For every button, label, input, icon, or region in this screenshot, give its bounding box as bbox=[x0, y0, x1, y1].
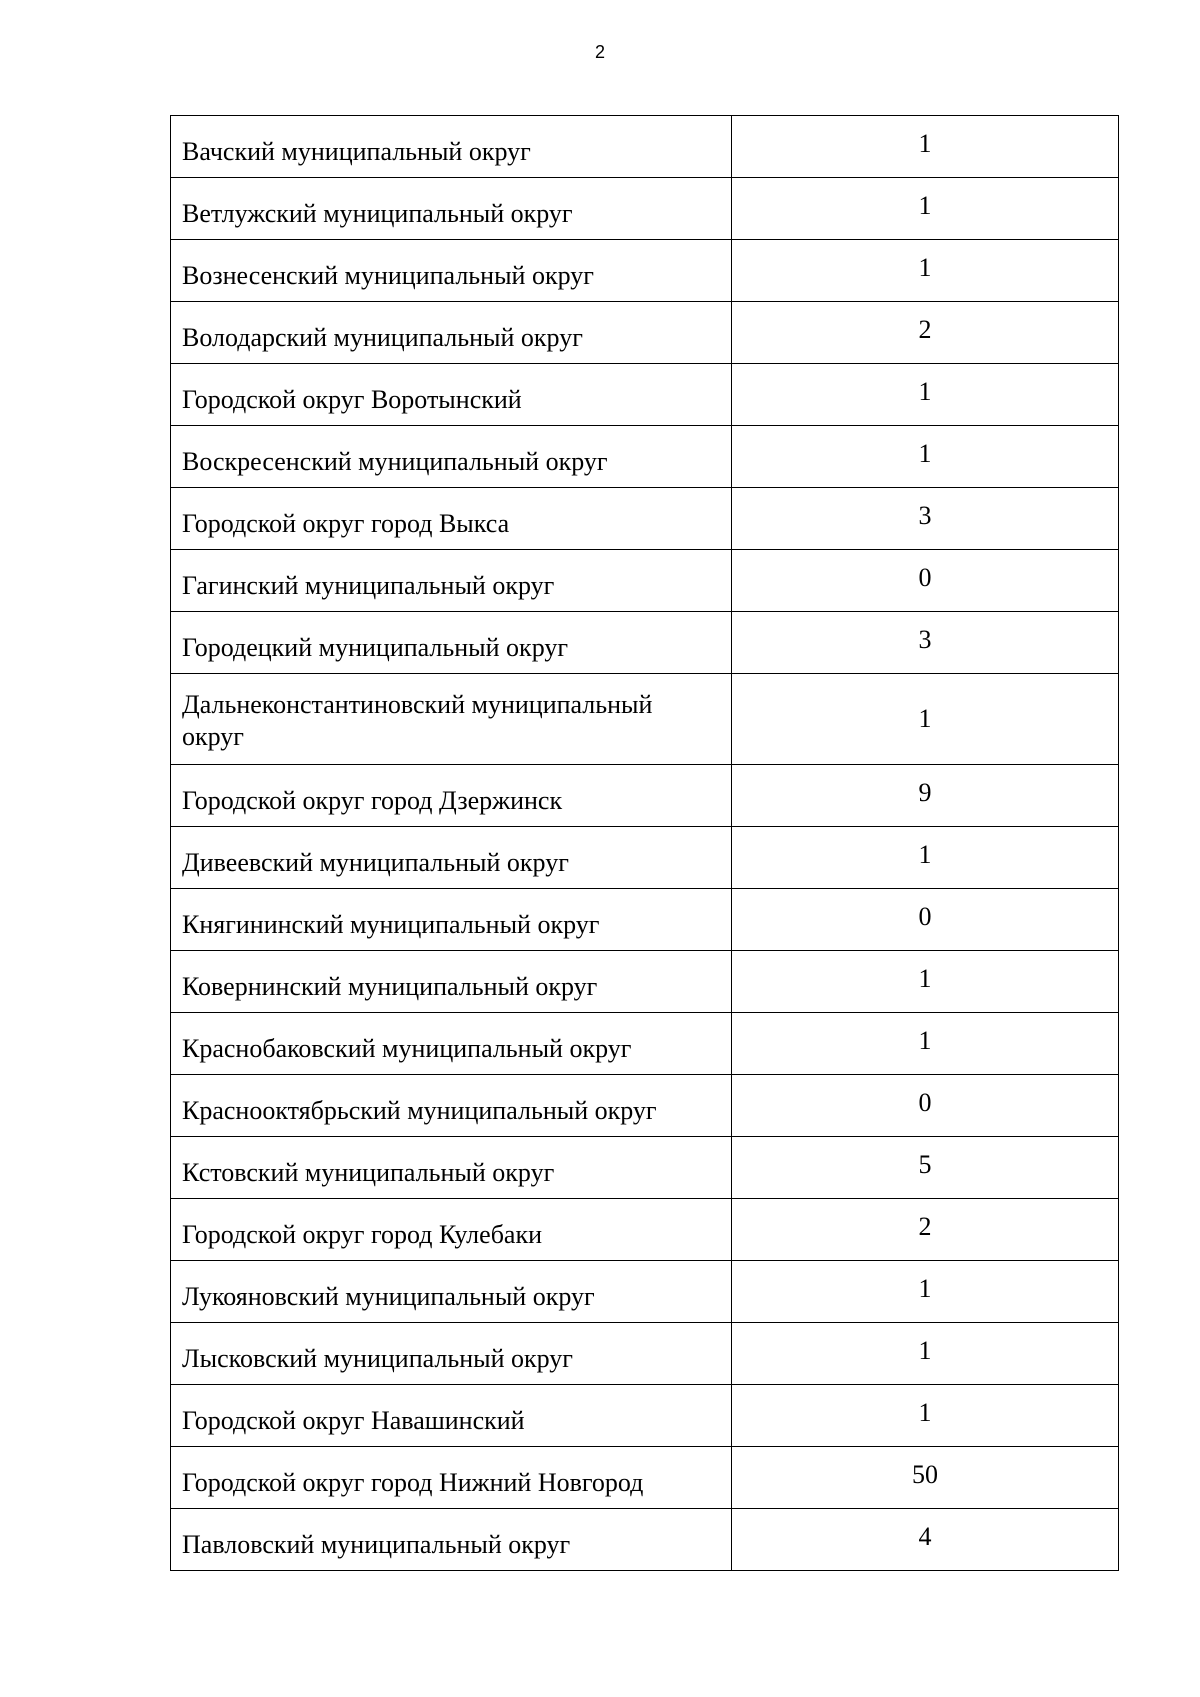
district-name-cell: Ковернинский муниципальный округ bbox=[171, 951, 732, 1013]
district-name-cell: Городской округ город Выкса bbox=[171, 488, 732, 550]
district-name-cell: Городской округ город Нижний Новгород bbox=[171, 1447, 732, 1509]
table-row bbox=[171, 1323, 1119, 1385]
district-name-cell: Краснобаковский муниципальный округ bbox=[171, 1013, 732, 1075]
table-row bbox=[171, 1261, 1119, 1323]
district-name-cell: Воскресенский муниципальный округ bbox=[171, 426, 732, 488]
table-row bbox=[171, 765, 1119, 827]
district-name-cell: Лукояновский муниципальный округ bbox=[171, 1261, 732, 1323]
district-name-cell: Краснооктябрьский муниципальный округ bbox=[171, 1075, 732, 1137]
table-row bbox=[171, 612, 1119, 674]
table-row bbox=[171, 1385, 1119, 1447]
district-name-cell: Княгининский муниципальный округ bbox=[171, 889, 732, 951]
district-value-cell: 3 bbox=[732, 612, 1119, 674]
district-value-cell: 0 bbox=[732, 889, 1119, 951]
table-row bbox=[171, 178, 1119, 240]
table-row bbox=[171, 488, 1119, 550]
district-name-cell: Гагинский муниципальный округ bbox=[171, 550, 732, 612]
table-row bbox=[171, 1075, 1119, 1137]
district-value-cell: 0 bbox=[732, 1075, 1119, 1137]
district-value-cell: 2 bbox=[732, 1199, 1119, 1261]
district-value-cell: 1 bbox=[732, 1385, 1119, 1447]
district-value-cell: 50 bbox=[732, 1447, 1119, 1509]
district-value-cell: 1 bbox=[732, 1013, 1119, 1075]
district-value-cell: 1 bbox=[732, 364, 1119, 426]
district-value-cell: 1 bbox=[732, 951, 1119, 1013]
district-value-cell: 4 bbox=[732, 1509, 1119, 1571]
district-value-cell: 1 bbox=[732, 240, 1119, 302]
table-row bbox=[171, 1447, 1119, 1509]
district-value-cell: 1 bbox=[732, 1261, 1119, 1323]
page-number: 2 bbox=[594, 42, 605, 62]
district-value-cell: 1 bbox=[732, 827, 1119, 889]
table-row bbox=[171, 889, 1119, 951]
district-value-cell: 9 bbox=[732, 765, 1119, 827]
district-name-cell: Володарский муниципальный округ bbox=[171, 302, 732, 364]
table-row bbox=[171, 674, 1119, 765]
district-name-cell: Лысковский муниципальный округ bbox=[171, 1323, 732, 1385]
district-name-cell: Городской округ город Дзержинск bbox=[171, 765, 732, 827]
table-row bbox=[171, 951, 1119, 1013]
district-name-cell: Городской округ город Кулебаки bbox=[171, 1199, 732, 1261]
district-name-cell: Кстовский муниципальный округ bbox=[171, 1137, 732, 1199]
district-value-cell: 1 bbox=[732, 116, 1119, 178]
district-name-cell: Городской округ Воротынский bbox=[171, 364, 732, 426]
table-row bbox=[171, 550, 1119, 612]
district-value-cell: 0 bbox=[732, 550, 1119, 612]
district-value-cell: 3 bbox=[732, 488, 1119, 550]
district-value-cell: 5 bbox=[732, 1137, 1119, 1199]
table-row bbox=[171, 240, 1119, 302]
district-value-cell: 2 bbox=[732, 302, 1119, 364]
district-value-cell: 1 bbox=[732, 1323, 1119, 1385]
district-name-cell: Павловский муниципальный округ bbox=[171, 1509, 732, 1571]
table-row bbox=[171, 302, 1119, 364]
district-name-cell: Ветлужский муниципальный округ bbox=[171, 178, 732, 240]
table-row bbox=[171, 1199, 1119, 1261]
table-row bbox=[171, 426, 1119, 488]
table-row bbox=[171, 1013, 1119, 1075]
district-name-cell: Вачский муниципальный округ bbox=[171, 116, 732, 178]
district-name-cell: Городецкий муниципальный округ bbox=[171, 612, 732, 674]
table-row bbox=[171, 1509, 1119, 1571]
district-name-cell: Городской округ Навашинский bbox=[171, 1385, 732, 1447]
table-row bbox=[171, 1137, 1119, 1199]
table-row bbox=[171, 116, 1119, 178]
table-row bbox=[171, 364, 1119, 426]
districts-table bbox=[170, 115, 1119, 1571]
district-name-cell: Дальнеконстантиновский муниципальный округ bbox=[171, 674, 732, 765]
district-value-cell: 1 bbox=[732, 426, 1119, 488]
district-name-cell: Вознесенский муниципальный округ bbox=[171, 240, 732, 302]
district-name-cell: Дивеевский муниципальный округ bbox=[171, 827, 732, 889]
district-value-cell: 1 bbox=[732, 178, 1119, 240]
table-row bbox=[171, 827, 1119, 889]
district-value-cell: 1 bbox=[732, 674, 1119, 765]
